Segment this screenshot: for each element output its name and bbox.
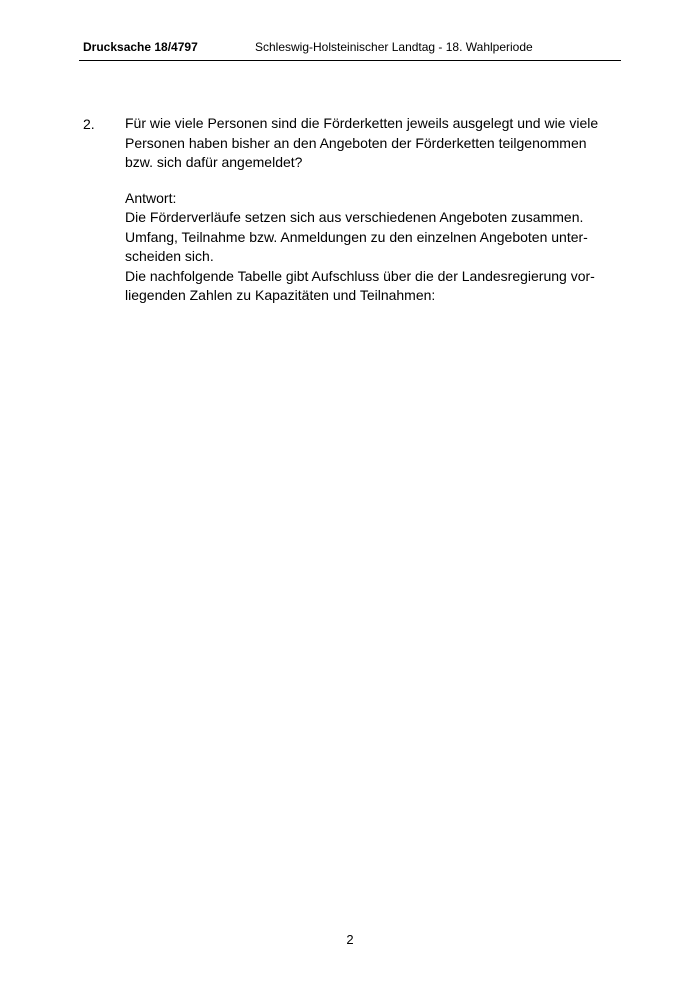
page-number: 2 bbox=[346, 932, 354, 947]
answer-line: liegenden Zahlen zu Kapazitäten und Teilnahmen: bbox=[125, 287, 436, 303]
document-number: Drucksache 18/4797 bbox=[83, 40, 198, 54]
page-header bbox=[79, 38, 621, 61]
parliament-title: Schleswig-Holsteinischer Landtag - 18. Wahlperiode bbox=[255, 40, 533, 54]
question-line: bzw. sich dafür angemeldet? bbox=[125, 154, 303, 170]
answer-label: Antwort: bbox=[125, 190, 177, 206]
answer-line: scheiden sich. bbox=[125, 248, 214, 264]
answer-line: Umfang, Teilnahme bzw. Anmeldungen zu den einzelnen Angeboten unter- bbox=[125, 228, 588, 245]
question-number: 2. bbox=[83, 116, 95, 132]
question-line: Personen haben bisher an den Angeboten der Förderketten teilgenommen bbox=[125, 134, 587, 151]
answer-line: Die Förderverläufe setzen sich aus verschiedenen Angeboten zusammen. bbox=[125, 209, 584, 225]
question-line: Für wie viele Personen sind die Förderketten jeweils ausgelegt und wie viele bbox=[125, 115, 599, 131]
answer-block bbox=[125, 188, 615, 306]
answer-line: Die nachfolgende Tabelle gibt Aufschluss über die der Landesregierung vor- bbox=[125, 267, 595, 284]
question-text bbox=[125, 114, 613, 173]
